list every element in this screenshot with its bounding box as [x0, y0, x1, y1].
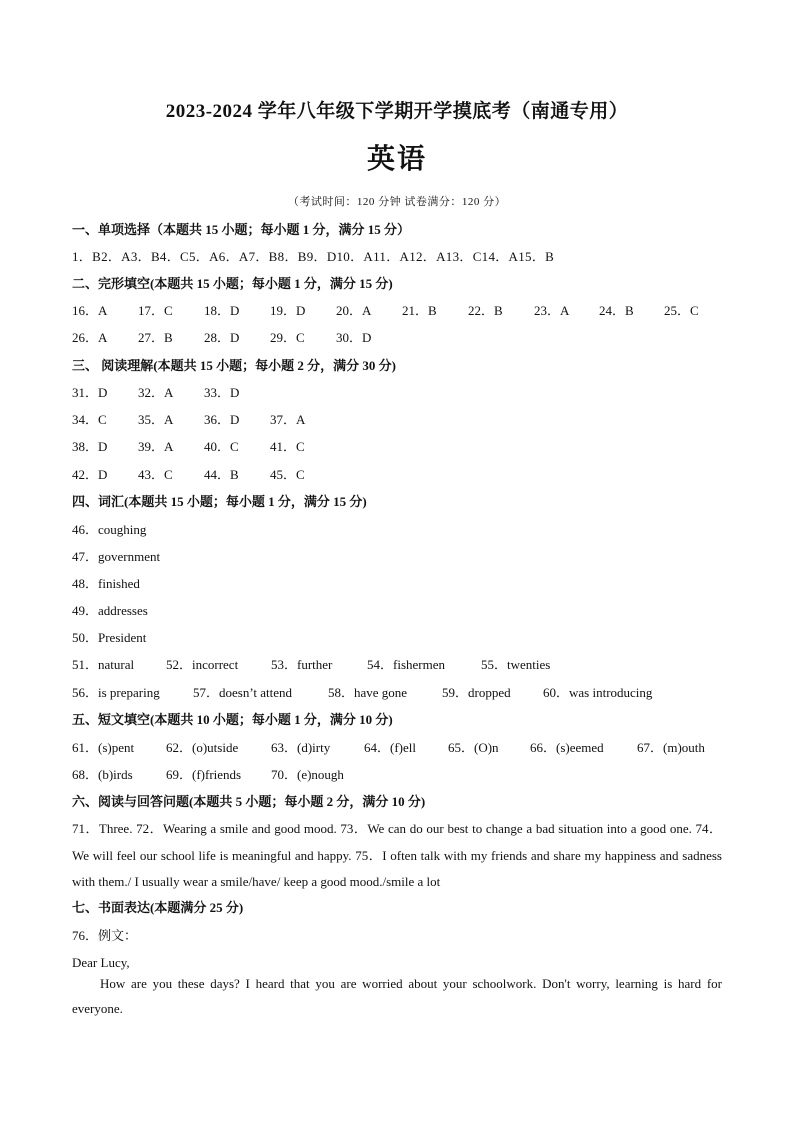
answer-item: 28．D	[204, 330, 240, 345]
section3-row3	[72, 439, 722, 455]
section2-heading: 二、完形填空(本题共 15 小题；每小题 1 分，满分 15 分)	[72, 276, 393, 291]
answer-item: 54．fishermen	[367, 657, 445, 672]
exam-info: （考试时间：120 分钟 试卷满分：120 分）	[287, 196, 507, 208]
letter-body: How are you these days? I heard that you are worried about your schoolwork. Don't worry, learning is hard for everyone.	[72, 976, 722, 1016]
answer-item: 55．twenties	[481, 657, 551, 672]
answer-item: 34．C	[72, 412, 107, 427]
answer-item: 44．B	[204, 467, 239, 482]
answer-item: 56．is preparing	[72, 685, 160, 700]
section6-heading: 六、阅读与回答问题(本题共 5 小题；每小题 2 分，满分 10 分)	[72, 794, 426, 809]
answer-item: 22．B	[468, 303, 503, 318]
exam-title: 2023-2024 学年八年级下学期开学摸底考（南通专用）	[165, 101, 629, 122]
section7-heading: 七、书面表达(本题满分 25 分)	[72, 900, 244, 915]
answer-item: 30．D	[336, 330, 372, 345]
answer-item: 21．B	[402, 303, 437, 318]
answer-item: 37．A	[270, 412, 306, 427]
answer-item: 48．finished	[72, 576, 140, 591]
answer-item: 29．C	[270, 330, 305, 345]
section2-row1	[72, 303, 722, 319]
answer-item: 40．C	[204, 439, 239, 454]
answer-item: 63．(d)irty	[271, 740, 331, 755]
answer-item: 60．was introducing	[543, 685, 653, 700]
section3-row2	[72, 412, 722, 428]
section3-row1	[72, 385, 722, 401]
answer-item: 31．D	[72, 385, 108, 400]
answer-item: 70．(e)nough	[271, 767, 344, 782]
answer-item: 49．addresses	[72, 603, 148, 618]
answer-item: 57．doesn’t attend	[193, 685, 293, 700]
section5-row2	[72, 767, 722, 783]
subject-title: 英语	[366, 142, 427, 175]
answer-item: 27．B	[138, 330, 173, 345]
answer-item: 45．C	[270, 467, 305, 482]
answer-item: 43．C	[138, 467, 173, 482]
answer-item: 59．dropped	[442, 685, 511, 700]
answer-item: 35．A	[138, 412, 174, 427]
answer-item: 51．natural	[72, 657, 135, 672]
answer-item: 61．(s)pent	[72, 740, 135, 755]
answer-item: 33．D	[204, 385, 240, 400]
section6-answers: 71．Three. 72．Wearing a smile and good mood. 73．We can do our best to change a bad situation into a good one. 74．We will feel our school life is meaningful and happy. 75．I often talk with my friends and share my happiness and sadness with them./ I usually wear a smile/have/ keep a good mood./smile a lot	[72, 821, 722, 889]
answer-item: 39．A	[138, 439, 174, 454]
answer-item: 25．C	[664, 303, 699, 318]
answer-item: 53．further	[271, 657, 333, 672]
answer-item: 41．C	[270, 439, 305, 454]
section1-heading: 一、单项选择（本题共 15 小题；每小题 1 分，满分 15 分）	[72, 222, 411, 237]
section1-answers: 1．B2．A3．B4．C5．A6．A7．B8．B9．D10．A11．A12．A13．C14．A15．B	[72, 249, 555, 264]
example-label: 76．例文：	[72, 928, 138, 943]
section5-row1	[72, 740, 722, 756]
section4-row56	[72, 685, 722, 701]
section4-heading: 四、词汇(本题共 15 小题；每小题 1 分，满分 15 分)	[72, 494, 367, 509]
answer-item: 68．(b)irds	[72, 767, 133, 782]
answer-item: 38．D	[72, 439, 108, 454]
answer-item: 23．A	[534, 303, 570, 318]
answer-item: 62．(o)utside	[166, 740, 239, 755]
section3-row4	[72, 467, 722, 483]
section2-row2	[72, 330, 722, 346]
answer-item: 16．A	[72, 303, 108, 318]
answer-item: 20．A	[336, 303, 372, 318]
answer-item: 64．(f)ell	[364, 740, 416, 755]
answer-item: 66．(s)eemed	[530, 740, 604, 755]
answer-item: 18．D	[204, 303, 240, 318]
section4-row51	[72, 657, 722, 673]
answer-item: 26．A	[72, 330, 108, 345]
answer-item: 65．(O)n	[448, 740, 499, 755]
answer-item: 46．coughing	[72, 522, 147, 537]
answer-item: 47．government	[72, 549, 161, 564]
answer-item: 24．B	[599, 303, 634, 318]
answer-item: 42．D	[72, 467, 108, 482]
answer-item: 52．incorrect	[166, 657, 239, 672]
letter-salutation: Dear Lucy,	[72, 955, 130, 970]
answer-item: 17．C	[138, 303, 173, 318]
answer-item: 58．have gone	[328, 685, 408, 700]
section5-heading: 五、短文填空(本题共 10 小题；每小题 1 分，满分 10 分)	[72, 712, 393, 727]
answer-item: 36．D	[204, 412, 240, 427]
section3-heading: 三、 阅读理解(本题共 15 小题；每小题 2 分，满分 30 分)	[72, 358, 396, 373]
answer-item: 69．(f)friends	[166, 767, 242, 782]
answer-item: 32．A	[138, 385, 174, 400]
answer-item: 50．President	[72, 630, 147, 645]
answer-item: 19．D	[270, 303, 306, 318]
answer-item: 67．(m)outh	[637, 740, 705, 755]
